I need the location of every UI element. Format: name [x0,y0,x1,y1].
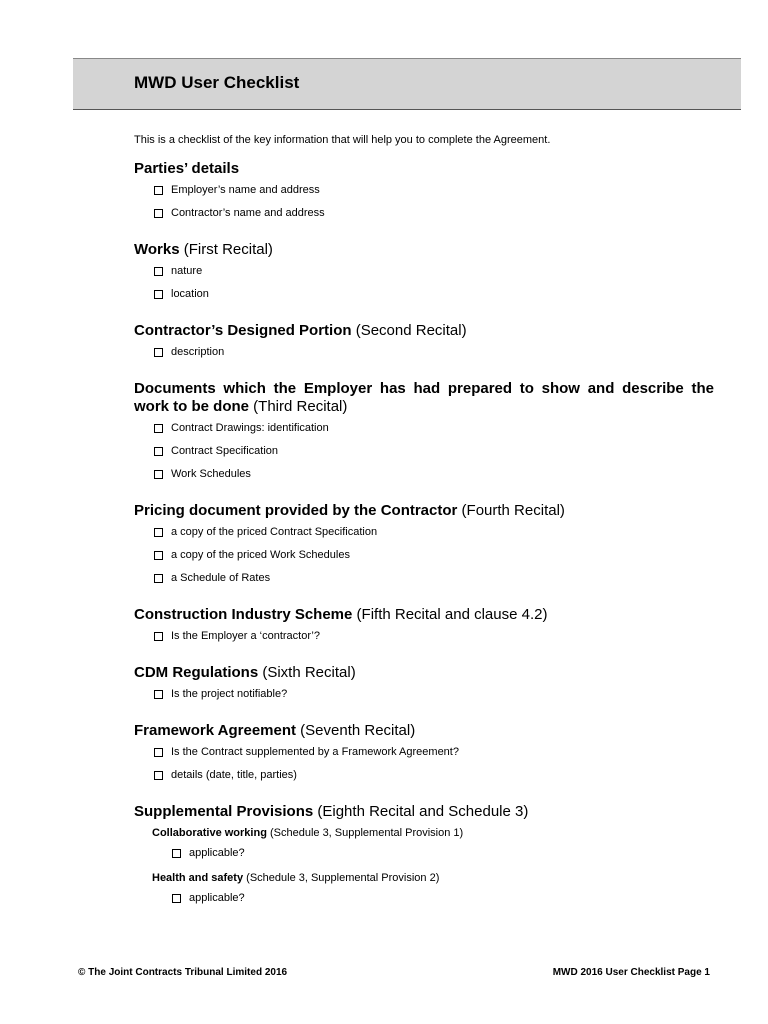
section-heading-plain: (First Recital) [179,241,273,258]
section-heading [134,722,714,740]
section-heading [134,502,714,520]
checklist-item-label: Contract Drawings: identification [171,422,329,434]
checklist-item [154,572,714,595]
checklist-item [154,265,714,288]
checklist-item-label: nature [171,265,203,277]
section-heading-bold: Framework Agreement [134,722,296,739]
checklist-items [134,184,714,230]
checklist-items [134,630,714,653]
checklist-items [134,526,714,595]
checkbox[interactable] [154,632,163,641]
subsection-heading-plain: (Schedule 3, Supplemental Provision 2) [243,872,440,884]
section-cdm-regulations [134,664,714,711]
checkbox[interactable] [154,267,163,276]
section-heading [134,241,714,259]
section-heading-bold: Pricing document provided by the Contractor [134,502,458,519]
checkbox[interactable] [154,209,163,218]
section-pricing-document [134,502,714,595]
checklist-item-label: description [171,346,225,358]
checklist-item [154,549,714,572]
checklist-items [134,422,714,491]
section-parties-details [134,160,714,230]
checkbox[interactable] [154,348,163,357]
checklist-item [172,847,714,870]
checklist-item-label: Is the project notifiable? [171,688,288,700]
checkbox[interactable] [172,849,181,858]
checkbox[interactable] [154,186,163,195]
checkbox[interactable] [154,748,163,757]
checkbox[interactable] [154,771,163,780]
section-documents [134,380,714,491]
subsection-heading [134,872,714,884]
checklist-item [172,892,714,915]
section-heading-bold: Documents which the Employer has had prepared to show and describe the work to be done [134,380,714,415]
checklist-item-label: location [171,288,209,300]
section-framework-agreement [134,722,714,792]
checklist-item [154,769,714,792]
checklist-item [154,184,714,207]
checklist-items [134,892,714,915]
checklist-item [154,445,714,468]
checklist-item [154,468,714,491]
checklist-item-label: a copy of the priced Contract Specification [171,526,378,538]
section-contractors-designed-portion [134,322,714,369]
section-heading-plain: (Second Recital) [351,322,467,339]
checklist-item [154,207,714,230]
checklist-item [154,288,714,311]
subsection-heading-bold: Health and safety [152,872,244,884]
checklist-item-label: Contractor’s name and address [171,207,325,219]
checklist-item [154,346,714,369]
intro-text: This is a checklist of the key information that will help you to complete the Agreement. [134,134,551,146]
section-heading-plain: (Seventh Recital) [296,722,416,739]
checklist-item-label: Employer’s name and address [171,184,320,196]
section-heading-bold: Supplemental Provisions [134,803,314,820]
section-heading [134,380,714,416]
checklist-items [134,688,714,711]
section-heading [134,160,714,178]
checklist-items [134,346,714,369]
section-construction-industry-scheme [134,606,714,653]
checkbox[interactable] [154,574,163,583]
checkbox[interactable] [172,894,181,903]
checklist-item [154,422,714,445]
checklist-item-label: a copy of the priced Work Schedules [171,549,350,561]
checkbox[interactable] [154,690,163,699]
checklist-content [134,134,714,926]
checkbox[interactable] [154,424,163,433]
checklist-item-label: Work Schedules [171,468,251,480]
checkbox[interactable] [154,551,163,560]
checklist-item [154,526,714,549]
footer-page-label: MWD 2016 User Checklist Page 1 [552,967,710,978]
checklist-item-label: Is the Employer a ‘contractor’? [171,630,320,642]
checklist-item-label: details (date, title, parties) [171,769,297,781]
checklist-items [134,847,714,870]
section-heading [134,664,714,682]
section-heading-bold: Works [134,241,180,258]
checklist-item [154,630,714,653]
section-heading-plain: (Eighth Recital and Schedule 3) [313,803,529,820]
checklist-item [154,746,714,769]
checklist-items [134,265,714,311]
section-works [134,241,714,311]
checkbox[interactable] [154,290,163,299]
subsection-heading-plain: (Schedule 3, Supplemental Provision 1) [266,827,464,839]
checklist-items [134,746,714,792]
section-heading [134,803,714,821]
section-heading-plain: (Fifth Recital and clause 4.2) [352,606,548,623]
section-heading-bold: CDM Regulations [134,664,259,681]
section-heading-bold: Construction Industry Scheme [134,606,353,623]
section-heading [134,322,714,340]
page-footer [78,967,710,978]
section-heading-plain: (Fourth Recital) [457,502,565,519]
checkbox[interactable] [154,470,163,479]
checkbox[interactable] [154,528,163,537]
checklist-item-label: Is the Contract supplemented by a Framework Agreement? [171,746,459,758]
checkbox[interactable] [154,447,163,456]
section-supplemental-provisions [134,803,714,915]
section-heading-bold: Parties’ details [134,160,240,177]
section-heading-plain: (Third Recital) [249,398,348,415]
checklist-item [154,688,714,711]
checklist-item-label: Contract Specification [171,445,278,457]
footer-copyright: © The Joint Contracts Tribunal Limited 2016 [78,967,288,978]
subsection-heading [134,827,714,839]
header-band [73,58,741,110]
section-heading [134,606,714,624]
section-heading-bold: Contractor’s Designed Portion [134,322,352,339]
checklist-item-label: applicable? [189,892,245,904]
subsection-heading-bold: Collaborative working [152,827,267,839]
page-title: MWD User Checklist [134,73,300,92]
checklist-item-label: applicable? [189,847,245,859]
section-heading-plain: (Sixth Recital) [258,664,356,681]
checklist-item-label: a Schedule of Rates [171,572,271,584]
